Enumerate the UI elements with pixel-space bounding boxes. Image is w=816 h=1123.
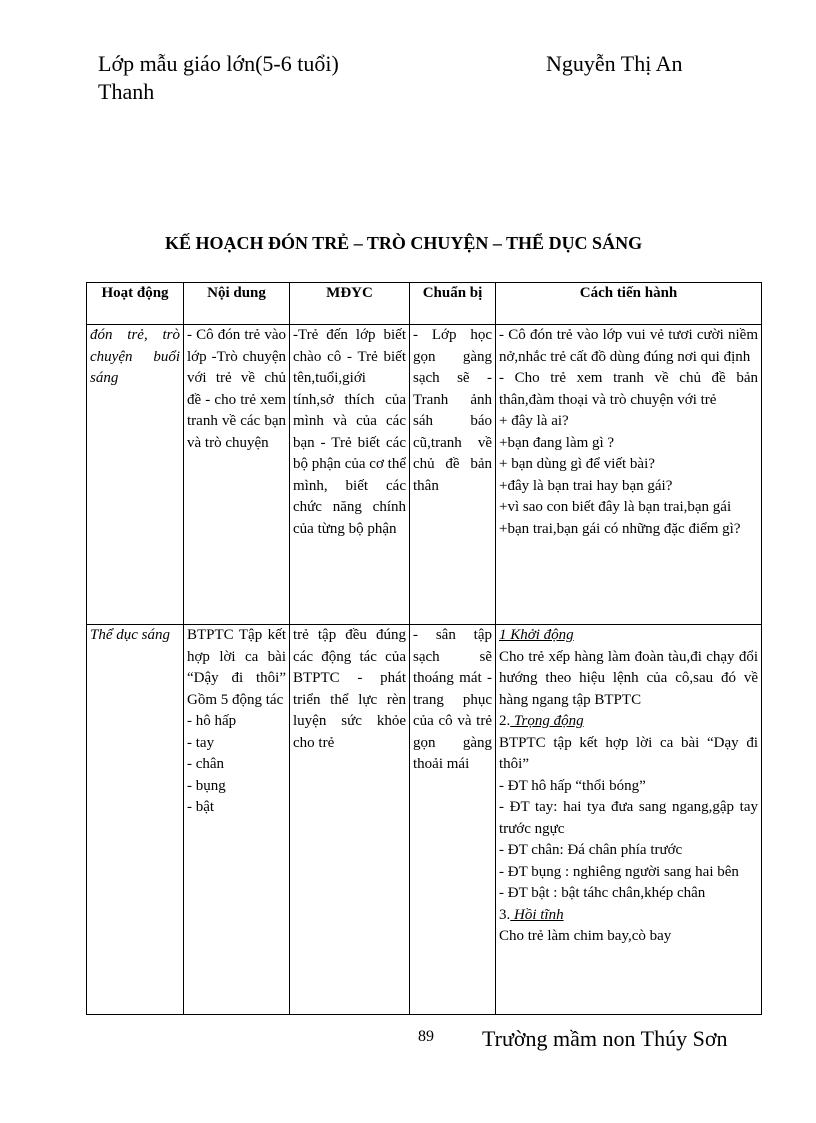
plan-table (86, 282, 762, 1015)
preparation-cell: - Lớp học gọn gàng sạch sẽ - Tranh ảnh sáh báo cũ,tranh về chủ đề bản thân (410, 325, 496, 625)
preparation-cell: - sân tập sạch sẽ thoáng mát - trang phục của cô và trẻ gọn gàng thoải mái (410, 625, 496, 1015)
step-text: - ĐT bật : bật táhc chân,khép chân (499, 885, 706, 901)
step-text: - ĐT chân: Đá chân phía trước (499, 842, 683, 858)
column-header-requirements: MĐYC (290, 283, 410, 325)
procedure-line: +đây là bạn trai hay bạn gái? (499, 477, 673, 494)
column-header-activity: Hoạt động (87, 283, 184, 325)
page-title: KẾ HOẠCH ĐÓN TRẺ – TRÒ CHUYỆN – THỂ DỤC SÁNG (165, 233, 643, 253)
procedure-cell (496, 325, 762, 625)
column-header-preparation: Chuẩn bị (410, 283, 496, 325)
page-number: 89 (418, 1028, 434, 1045)
table-row (87, 325, 762, 625)
content-cell: - Cô đón trẻ vào lớp -Trò chuyện với trẻ về chủ đề - cho trẻ xem tranh về các bạn và trò chuyện (184, 325, 290, 625)
step-text: Cho trẻ làm chim bay,cò bay (499, 928, 672, 944)
step-text: - ĐT hô hấp “thổi bóng” (499, 777, 646, 794)
requirements-cell: -Trẻ đến lớp biết chào cô - Trẻ biết tên,tuổi,giới tính,sở thích của mình và của các bạn - Trẻ biết các bộ phận của cơ thể mình, biết các chức năng chính của từng bộ phận (290, 325, 410, 625)
class-label: Lớp mẫu giáo lớn(5-6 tuổi) (98, 51, 339, 76)
step-number: 2. (499, 713, 511, 729)
procedure-line: +vì sao con biết đây là bạn trai,bạn gái (499, 499, 732, 515)
procedure-line: - Cô đón trẻ vào lớp vui vẻ tươi cười niềm nở,nhắc trẻ cất đồ dùng đúng nơi qui định (499, 327, 758, 365)
procedure-line: +bạn trai,bạn gái có những đặc điểm gì? (499, 520, 741, 537)
column-header-procedure: Cách tiến hành (496, 283, 762, 325)
exercise-item: - tay (187, 734, 215, 751)
activity-cell: Thể dục sáng (87, 625, 184, 1015)
step-text: - ĐT tay: hai tya đưa sang ngang,gập tay trước ngực (499, 799, 758, 837)
content-cell (184, 625, 290, 1015)
procedure-line: + đây là ai? (499, 413, 569, 429)
step-heading: 1 Khởi động (499, 627, 574, 643)
school-name: Trường mầm non Thúy Sơn (482, 1026, 728, 1051)
table-row (87, 625, 762, 1015)
step-number: 3. (499, 906, 511, 923)
procedure-cell (496, 625, 762, 1015)
exercise-item: - bụng (187, 777, 226, 794)
column-header-content: Nội dung (184, 283, 290, 325)
activity-cell: đón trẻ, trò chuyện buổi sáng (87, 325, 184, 625)
exercise-item: - chân (187, 756, 225, 772)
step-heading: Trọng động (510, 713, 584, 729)
teacher-name: Nguyễn Thị An (546, 51, 683, 76)
step-text: BTPTC tập kết hợp lời ca bài “Dạy đi thôi” (499, 734, 758, 772)
step-heading: Hồi tĩnh (510, 906, 564, 923)
procedure-line: +bạn đang làm gì ? (499, 434, 615, 451)
step-text: Cho trẻ xếp hàng làm đoàn tàu,đi chạy đổi hướng theo hiệu lệnh của cô,sau đó về hàng ngang tập BTPTC (499, 648, 758, 708)
procedure-line: - Cho trẻ xem tranh về chủ đề bản thân,đàm thoại và trò chuyện với trẻ (499, 370, 758, 408)
exercise-item: - hô hấp (187, 713, 237, 729)
requirements-cell: trẻ tập đều đúng các động tác của BTPTC - phát triển thể lực rèn luyện sức khỏe cho trẻ (290, 625, 410, 1015)
teacher-name-continued: Thanh (98, 79, 155, 104)
table-header-row (87, 283, 762, 325)
step-text: - ĐT bụng : nghiêng người sang hai bên (499, 863, 739, 880)
content-intro: BTPTC Tập kết hợp lời ca bài “Dậy đi thôi” Gồm 5 động tác (187, 627, 286, 708)
exercise-item: - bật (187, 799, 215, 815)
procedure-line: + bạn dùng gì để viết bài? (499, 456, 655, 472)
